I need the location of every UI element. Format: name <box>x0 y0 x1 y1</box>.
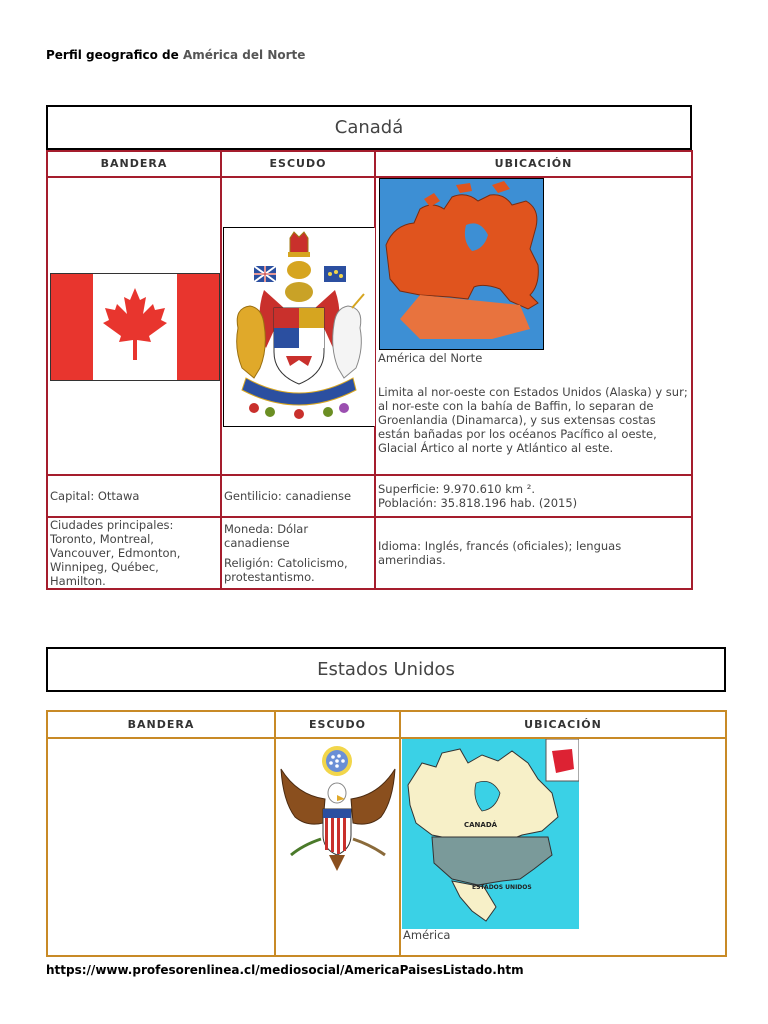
canada-header-escudo: ESCUDO <box>221 151 375 177</box>
canada-title-box <box>46 105 692 150</box>
usa-location-map <box>402 739 579 929</box>
canada-coat-of-arms-image <box>223 227 376 427</box>
canada-superficie: Superficie: 9.970.610 km ². <box>378 482 536 496</box>
canada-description: Limita al nor-oeste con Estados Unidos (Alaska) y sur; al nor-este con la bahía de Baffin, lo separan de Groenlandia (Dinamarca), y sus extensas costas están bañadas por los océanos Pacífico al oeste, Glacial Ártico al norte y Atlántico al este. <box>378 385 688 455</box>
usa-title: Estados Unidos <box>317 659 455 680</box>
canada-flag-cell <box>47 177 221 475</box>
usa-map-label-canada: CANADÁ <box>464 821 498 829</box>
page-heading <box>46 48 305 62</box>
usa-title-box <box>46 647 726 692</box>
usa-coat-cell <box>275 738 400 956</box>
canada-poblacion: Población: 35.818.196 hab. (2015) <box>378 496 578 510</box>
canada-gentilicio: Gentilicio: canadiense <box>221 475 375 517</box>
usa-great-seal-image <box>277 739 399 879</box>
canada-location-map <box>379 178 544 350</box>
canada-religion: Religión: Catolicismo, protestantismo. <box>224 556 348 584</box>
canada-ciudades: Ciudades principales: Toronto, Montreal, Vancouver, Edmonton, Winnipeg, Québec, Hamilton. <box>47 517 221 589</box>
usa-header-row <box>47 711 726 738</box>
canada-flag-image <box>50 273 220 381</box>
canada-moneda: Moneda: Dólar canadiense <box>224 522 309 550</box>
usa-images-row <box>47 738 726 956</box>
canada-idioma: Idioma: Inglés, francés (oficiales); lenguas amerindias. <box>375 517 692 589</box>
canada-title: Canadá <box>334 117 404 138</box>
source-url-link[interactable]: https://www.profesorenlinea.cl/mediosocial/AmericaPaisesListado.htm <box>46 963 524 977</box>
usa-header-ubicacion: UBICACIÓN <box>400 711 726 738</box>
usa-location-cell <box>400 738 726 956</box>
canada-capital: Capital: Ottawa <box>47 475 221 517</box>
canada-stats-cell <box>375 475 692 517</box>
canada-header-ubicacion: UBICACIÓN <box>375 151 692 177</box>
canada-location-cell <box>375 177 692 475</box>
heading-highlight: América del Norte <box>182 48 306 62</box>
usa-flag-cell <box>47 738 275 956</box>
usa-map-caption: América <box>403 928 451 942</box>
usa-table <box>46 710 727 957</box>
canada-moneda-religion-cell <box>221 517 375 589</box>
canada-info-row-1 <box>47 475 692 517</box>
canada-images-row <box>47 177 692 475</box>
usa-header-bandera: BANDERA <box>47 711 275 738</box>
usa-map-label-usa: ESTADOS UNIDOS <box>472 884 532 891</box>
heading-prefix: Perfil geografico de <box>46 48 183 62</box>
canada-map-caption: América del Norte <box>378 351 483 365</box>
canada-header-bandera: BANDERA <box>47 151 221 177</box>
canada-table <box>46 150 693 590</box>
canada-coat-cell <box>221 177 375 475</box>
usa-header-escudo: ESCUDO <box>275 711 400 738</box>
canada-info-row-2 <box>47 517 692 589</box>
canada-header-row <box>47 151 692 177</box>
